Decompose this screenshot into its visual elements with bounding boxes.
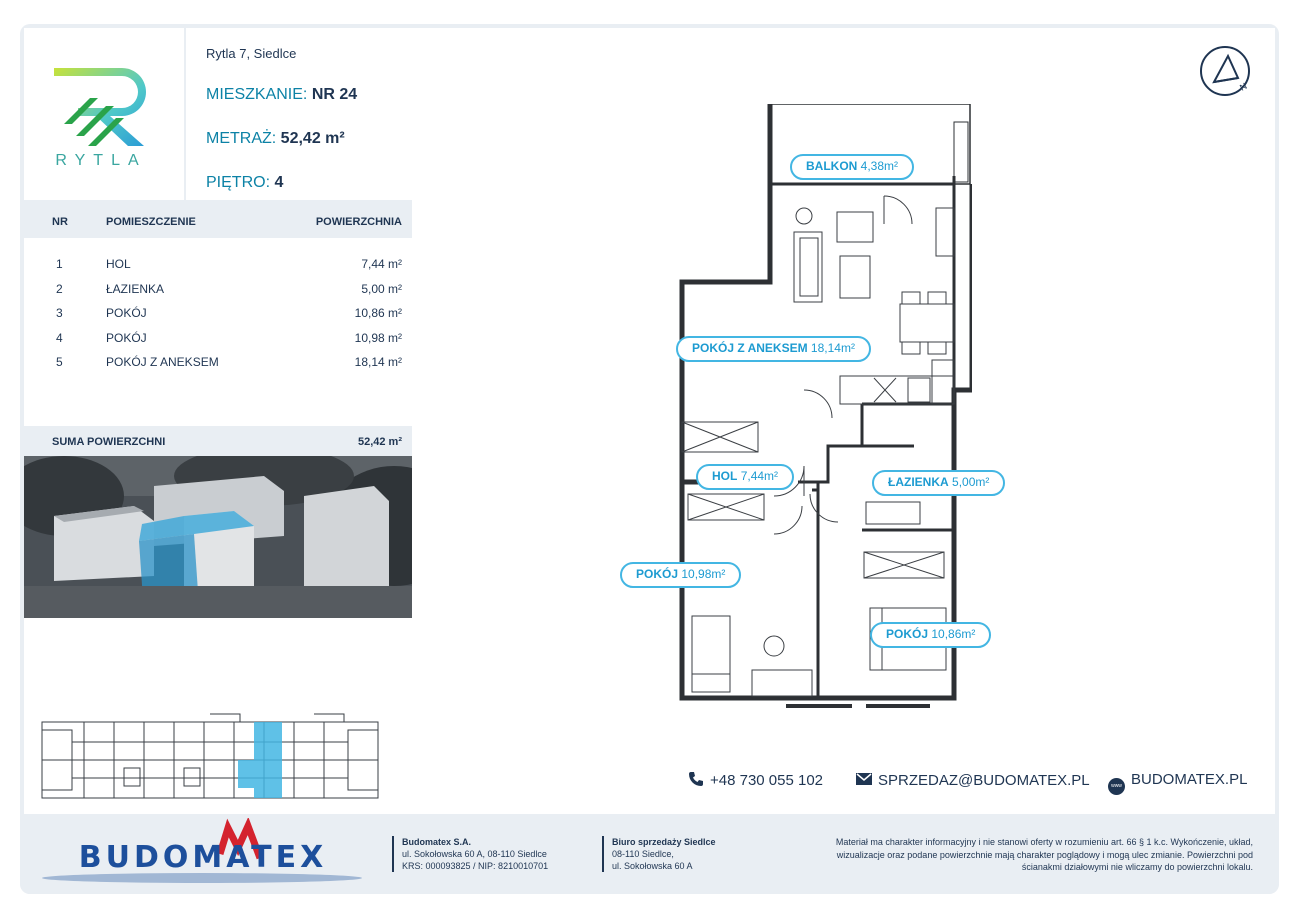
email-link[interactable]: SPRZEDAZ@BUDOMATEX.PL xyxy=(856,771,1090,789)
svg-text:N: N xyxy=(1238,80,1249,93)
rytla-logo-text: RYTLA xyxy=(55,152,147,169)
email-icon xyxy=(856,771,872,787)
footer xyxy=(20,814,1279,894)
table-row: 3 POKÓJ 10,86 m² xyxy=(56,306,402,320)
sales-office-info: Biuro sprzedaży Siedlce 08-110 Siedlce, ul. Sokołowska 60 A xyxy=(602,836,716,872)
label-hol: HOL 7,44m² xyxy=(696,464,794,490)
left-panel xyxy=(24,28,430,814)
label-balkon: BALKON 4,38m² xyxy=(790,154,914,180)
header-room: POMIESZCZENIE xyxy=(106,216,196,228)
table-row: 5 POKÓJ Z ANEKSEM 18,14 m² xyxy=(56,355,402,369)
apartment-floor: PIĘTRO: 4 xyxy=(206,174,284,191)
label-pokoj-1086: POKÓJ 10,86m² xyxy=(870,622,991,648)
website-link[interactable]: www BUDOMATEX.PL xyxy=(1108,771,1247,795)
header-nr: NR xyxy=(52,216,68,228)
label-lazienka: ŁAZIENKA 5,00m² xyxy=(872,470,1005,496)
sum-row xyxy=(24,426,430,456)
table-row: 4 POKÓJ 10,98 m² xyxy=(56,331,402,345)
floor-plan-panel xyxy=(412,28,1275,814)
building-visualization-image xyxy=(24,456,430,618)
apartment-number: MIESZKANIE: NR 24 xyxy=(206,86,358,103)
compass-north-icon xyxy=(1198,44,1254,100)
address: Rytla 7, Siedlce xyxy=(206,46,297,61)
apartment-info xyxy=(184,28,430,200)
header-area: POWIERZCHNIA xyxy=(315,216,402,228)
label-salon: POKÓJ Z ANEKSEM 18,14m² xyxy=(676,336,871,362)
table-row: 1 HOL 7,44 m² xyxy=(56,257,402,271)
sum-label: SUMA POWIERZCHNI xyxy=(52,436,166,448)
building-key-plan xyxy=(24,618,430,814)
label-pokoj-1098: POKÓJ 10,98m² xyxy=(620,562,741,588)
budomatex-logo-text: BUDOMATEX xyxy=(78,840,328,875)
rytla-logo xyxy=(24,28,184,200)
company-info: Budomatex S.A. ul. Sokołowska 60 A, 08-110 Siedlce KRS: 000093825 / NIP: 8210010701 xyxy=(392,836,548,872)
table-row: 2 ŁAZIENKA 5,00 m² xyxy=(56,282,402,296)
budomatex-logo xyxy=(38,818,368,888)
rooms-table xyxy=(24,204,430,426)
phone-link[interactable]: +48 730 055 102 xyxy=(688,771,823,789)
rooms-table-header xyxy=(24,204,430,238)
www-icon: www xyxy=(1108,778,1125,795)
phone-icon xyxy=(688,771,704,787)
apartment-area: METRAŻ: 52,42 m² xyxy=(206,130,345,147)
disclaimer: Materiał ma charakter informacyjny i nie stanowi oferty w rozumieniu art. 66 § 1 k.c. Wykończenie, układ, wizualizacje oraz podane powierzchnie mają charakter poglądowy i mogą ulec zmianie. Powierzchni pod ścianakmi działowymi nie wliczamy do powierzchni lokalu. xyxy=(835,837,1253,872)
sum-value: 52,42 m² xyxy=(357,436,402,448)
listing-card xyxy=(20,24,1279,894)
